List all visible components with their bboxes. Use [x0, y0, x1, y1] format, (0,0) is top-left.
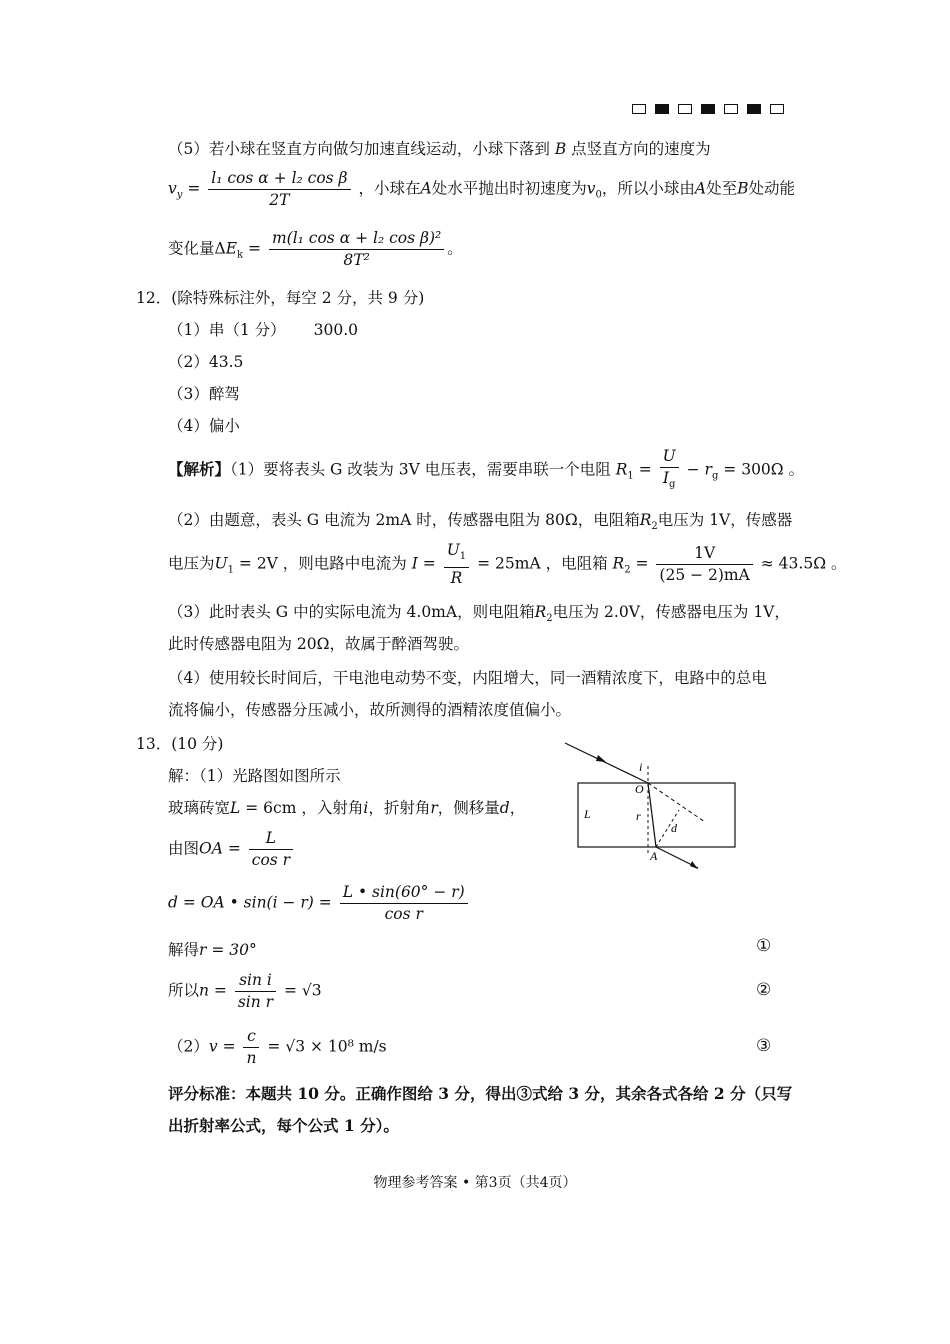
q12-explain-2b: 电压为$U_1 = 2V$ ，则电路中电流为 I = $\frac{U_1}{R}$ = 25mA ，电阻箱 $R_2$ = $\frac{1V}{(25 - 2)mA}$ ≈ 43.5Ω 。 — [168, 541, 847, 588]
light-path-figure — [560, 738, 750, 878]
q11-p5-line1: （5）若小球在竖直方向做匀加速直线运动，小球下落到 B 点竖直方向的速度为 — [168, 140, 711, 158]
q12-explain-3b: 此时传感器电阻为 20Ω，故属于醉酒驾驶。 — [168, 635, 470, 653]
d-fraction: $\frac{L • \sin(60^\circ - r)}{\text{cos r}}$ — [340, 882, 468, 925]
q12-answer-3: （3）醉驾 — [168, 385, 240, 403]
v-fraction: $\frac{c}{n}$ — [243, 1026, 259, 1069]
label-d: d — [671, 821, 677, 835]
q11-p5-line2: $v_y$ = $\frac{\text{l₁ cos α + l₂ cos β}}{2T}$ ，小球在A处水平抛出时初速度为$v_0$，所以小球由A处至B处动能 — [168, 169, 795, 209]
dEk-fraction: $\frac{\text{m(l₁ cos α + l₂ cos β)²}}{\text{8T²}}$ — [269, 228, 444, 271]
r2-fraction: $\frac{1V}{(25 - 2)mA}$ — [656, 543, 752, 586]
q13-oa-eq: 由图OA = $\frac{L}{\text{cos r}}$ — [168, 828, 296, 871]
label-i: i — [639, 760, 643, 774]
q12-answer-2: （2）43.5 — [168, 353, 244, 371]
n-fraction: $\frac{\text{sin i}}{\text{sin r}}$ — [235, 970, 276, 1013]
q13-title: 13．(10 分) — [136, 735, 224, 753]
extended-ray — [648, 783, 705, 822]
oa-fraction: $\frac{L}{\text{cos r}}$ — [249, 828, 293, 871]
eq-mark-1: ① — [756, 936, 772, 956]
marker-square — [678, 104, 692, 114]
q12-explain-2a: （2）由题意，表头 G 电流为 2mA 时，传感器电阻为 80Ω，电阻箱$R_2$电压为 1V，传感器 — [168, 511, 793, 533]
q13-d-eq: d = OA • sin(i − r) = $\frac{L • \sin(60^\circ - r)}{\text{cos r}}$ — [168, 882, 471, 925]
eq-mark-3: ③ — [756, 1036, 772, 1056]
q13-step-1: 解：（1）光路图如图所示 — [168, 767, 341, 785]
q12-explain-1: 【解析】（1）要将表头 G 改装为 3V 电压表，需要串联一个电阻 $R_1$ = $\frac{U}{I_g}$ − $r_g = 300\Omega$ 。 — [168, 446, 804, 495]
r1-fraction: $\frac{U}{I_g}$ — [660, 446, 679, 495]
marker-square — [632, 104, 646, 114]
q12-answer-4: （4）偏小 — [168, 417, 240, 435]
incident-ray — [565, 743, 648, 783]
q12-explain-3a: （3）此时表头 G 中的实际电流为 4.0mA，则电阻箱$R_2$电压为 2.0V，传感器电压为 1V， — [168, 603, 790, 625]
q12-explain-4b: 流将偏小，传感器分压减小，故所测得的酒精浓度值偏小。 — [168, 701, 572, 719]
marker-square — [747, 104, 761, 114]
q11-p5-line3: 变化量$\Delta E_k$ = $\frac{\text{m(l₁ cos α + l₂ cos β)²}}{\text{8T²}}$ 。 — [168, 229, 463, 269]
score-line-1: 评分标准：本题共 10 分。正确作图给 3 分，得出③式给 3 分，其余各式各给 2 分（只写 — [168, 1084, 793, 1103]
marker-square — [701, 104, 715, 114]
marker-square — [770, 104, 784, 114]
q13-r-eq: 解得r = 30° — [168, 941, 257, 959]
eq-mark-2: ② — [756, 980, 772, 1000]
q12-explain-4a: （4）使用较长时间后，干电池电动势不变，内阻增大，同一酒精浓度下，电路中的总电 — [168, 669, 767, 687]
label-O: O — [635, 782, 644, 796]
marker-square — [655, 104, 669, 114]
current-fraction: $\frac{U_1}{R}$ — [444, 540, 469, 589]
glass-block — [578, 783, 735, 847]
q13-v-eq: （2）v = $\frac{c}{n}$ = √3 × 10⁸ m/s — [168, 1027, 387, 1067]
vy-fraction: $\frac{\text{l₁ cos α + l₂ cos β}}{2T}$ — [208, 168, 350, 211]
label-r: r — [636, 809, 641, 823]
score-line-2: 出折射率公式，每个公式 1 分）。 — [168, 1116, 399, 1135]
label-A: A — [650, 849, 658, 863]
label-L: L — [584, 807, 591, 821]
q12-answer-1: （1）串（1 分） 300.0 — [168, 321, 359, 339]
q13-step-2: 玻璃砖宽L = 6cm ，入射角i，折射角r，侧移量d， — [168, 799, 526, 817]
page-footer: 物理参考答案 • 第3页（共4页） — [373, 1175, 577, 1191]
q12-title: 12．(除特殊标注外，每空 2 分，共 9 分) — [136, 289, 425, 307]
marker-square — [724, 104, 738, 114]
q13-n-eq: 所以n = $\frac{\text{sin i}}{\text{sin r}}$ = √3 — [168, 971, 322, 1011]
emergent-arrow-icon — [690, 861, 698, 869]
incident-arrow-icon — [596, 755, 606, 762]
refracted-ray — [648, 783, 656, 847]
page-marker — [632, 104, 784, 114]
